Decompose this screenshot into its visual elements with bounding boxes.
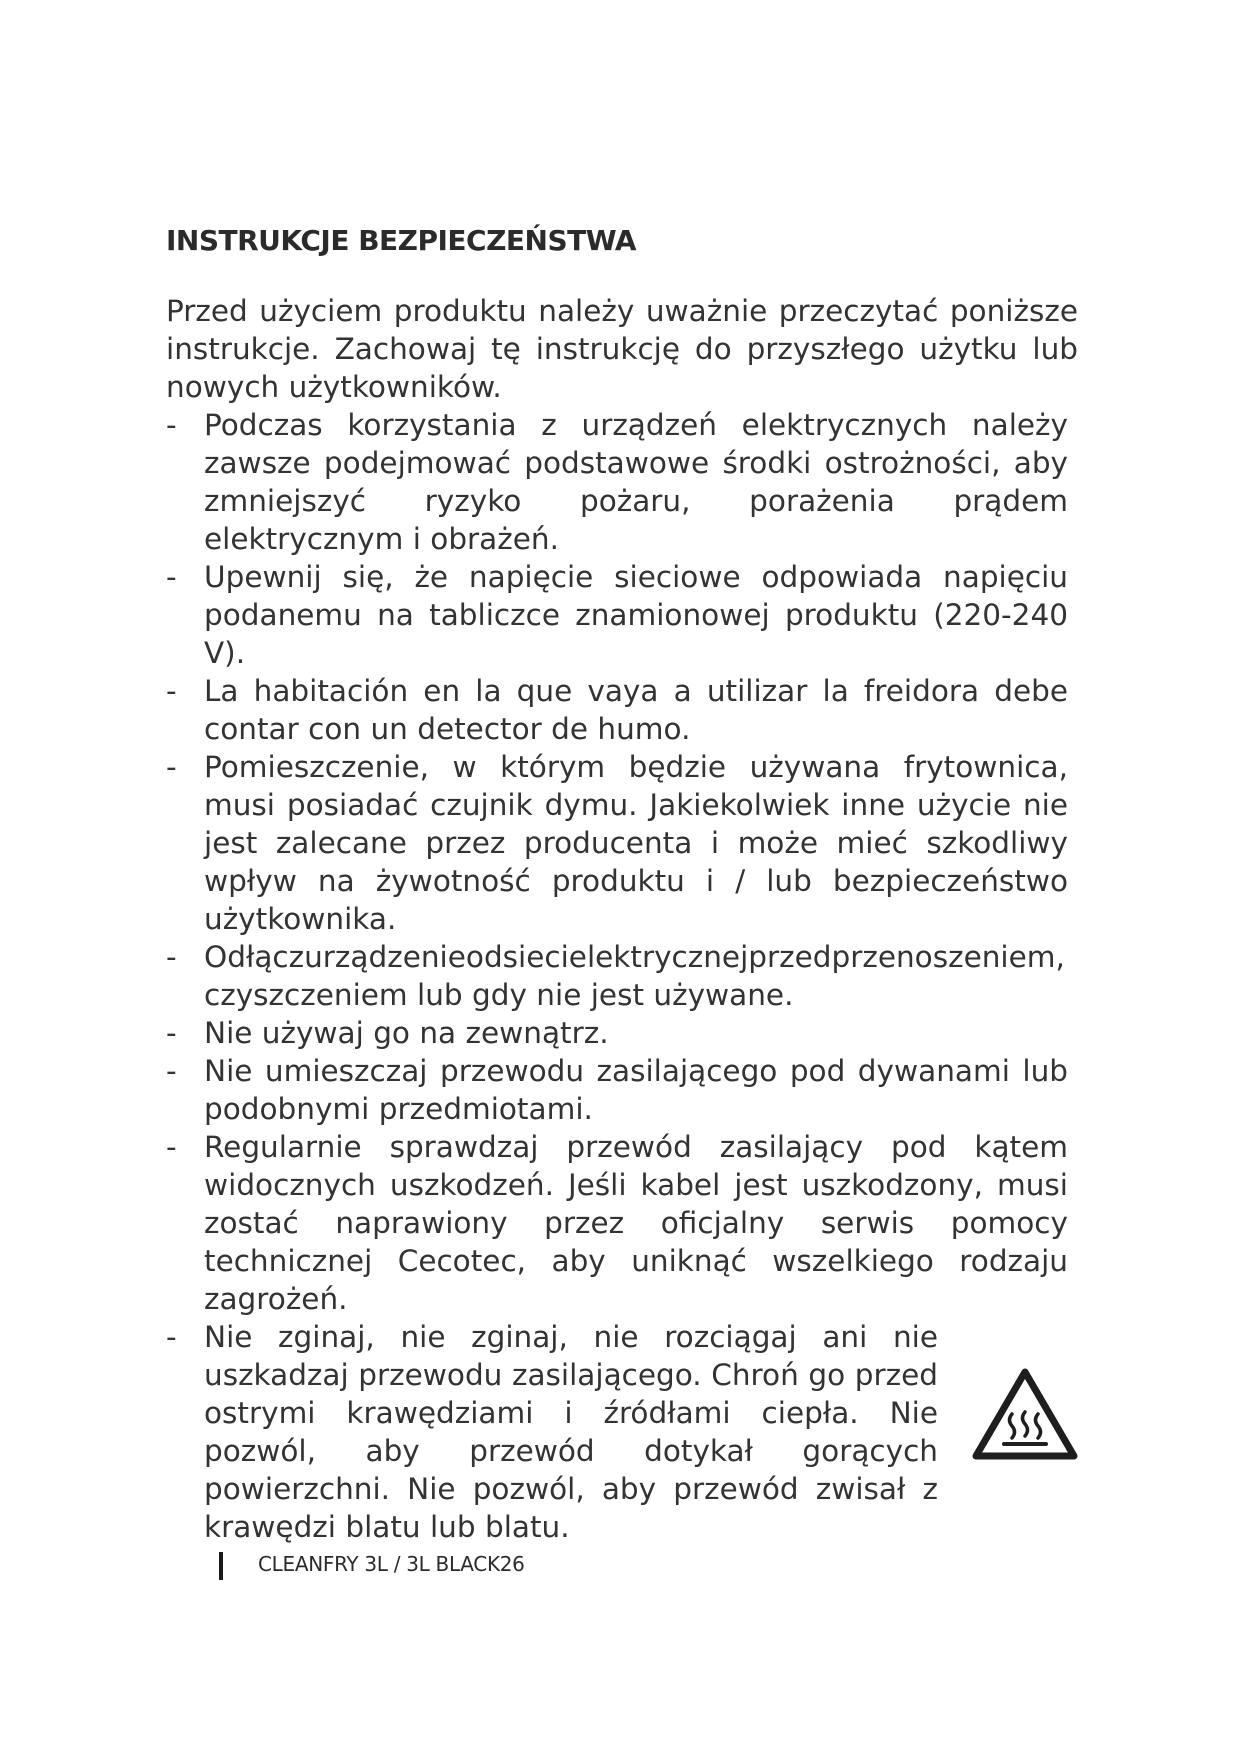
intro-paragraph: Przed użyciem produktu należy uważnie przeczytać poniższe instrukcje. Zachowaj tę instrukcję do przyszłego użytku lub nowych użytkowników.: [166, 294, 1078, 404]
hot-surface-warning-icon: [970, 1366, 1080, 1462]
footer-divider: [219, 1552, 223, 1580]
footer-model-label: CLEANFRY 3L / 3L BLACK26: [258, 1552, 525, 1576]
safety-rule: - Upewnij się, że napięcie sieciowe odpowiada napięciu podanemu na tabliczce znamionowej produktu (220-240 V).: [166, 558, 1078, 672]
safety-rule: - Odłączurządzenieodsiecielektrycznejprzedprzenoszeniem, czyszczeniem lub gdy nie jest używane.: [166, 938, 1078, 1014]
safety-rule: - Pomieszczenie, w którym będzie używana frytownica, musi posiadać czujnik dymu. Jakiekolwiek inne użycie nie jest zalecane przez producenta i może mieć szkodliwy wpływ na żywotność produktu i / lub bezpieczeństwo użytkownika.: [166, 748, 1078, 938]
safety-rule: - Podczas korzystania z urządzeń elektrycznych należy zawsze podejmować podstawowe środki ostrożności, aby zmniejszyć ryzyko pożaru, porażenia prądem elektrycznym i obrażeń.: [166, 406, 1078, 558]
safety-rules-list: [166, 406, 1078, 1546]
page-title: INSTRUKCJE BEZPIECZEŃSTWA: [166, 224, 637, 257]
safety-text: [166, 292, 1078, 1546]
safety-rule: - Nie umieszczaj przewodu zasilającego pod dywanami lub podobnymi przedmiotami.: [166, 1052, 1078, 1128]
safety-rule: - La habitación en la que vaya a utilizar la freidora debe contar con un detector de humo.: [166, 672, 1078, 748]
safety-rule: - Nie zginaj, nie zginaj, nie rozciągaj ani nie uszkadzaj przewodu zasilającego. Chroń go przed ostrymi krawędziami i źródłami ciepła. Nie pozwól, aby przewód dotykał gorących powierzchni. Nie pozwól, aby przewód zwisał z krawędzi blatu lub blatu.: [166, 1318, 1078, 1546]
safety-rule: - Nie używaj go na zewnątrz.: [166, 1014, 1078, 1052]
safety-rule: - Regularnie sprawdzaj przewód zasilający pod kątem widocznych uszkodzeń. Jeśli kabel jest uszkodzony, musi zostać naprawiony przez oficjalny serwis pomocy technicznej Cecotec, aby uniknąć wszelkiego rodzaju zagrożeń.: [166, 1128, 1078, 1318]
